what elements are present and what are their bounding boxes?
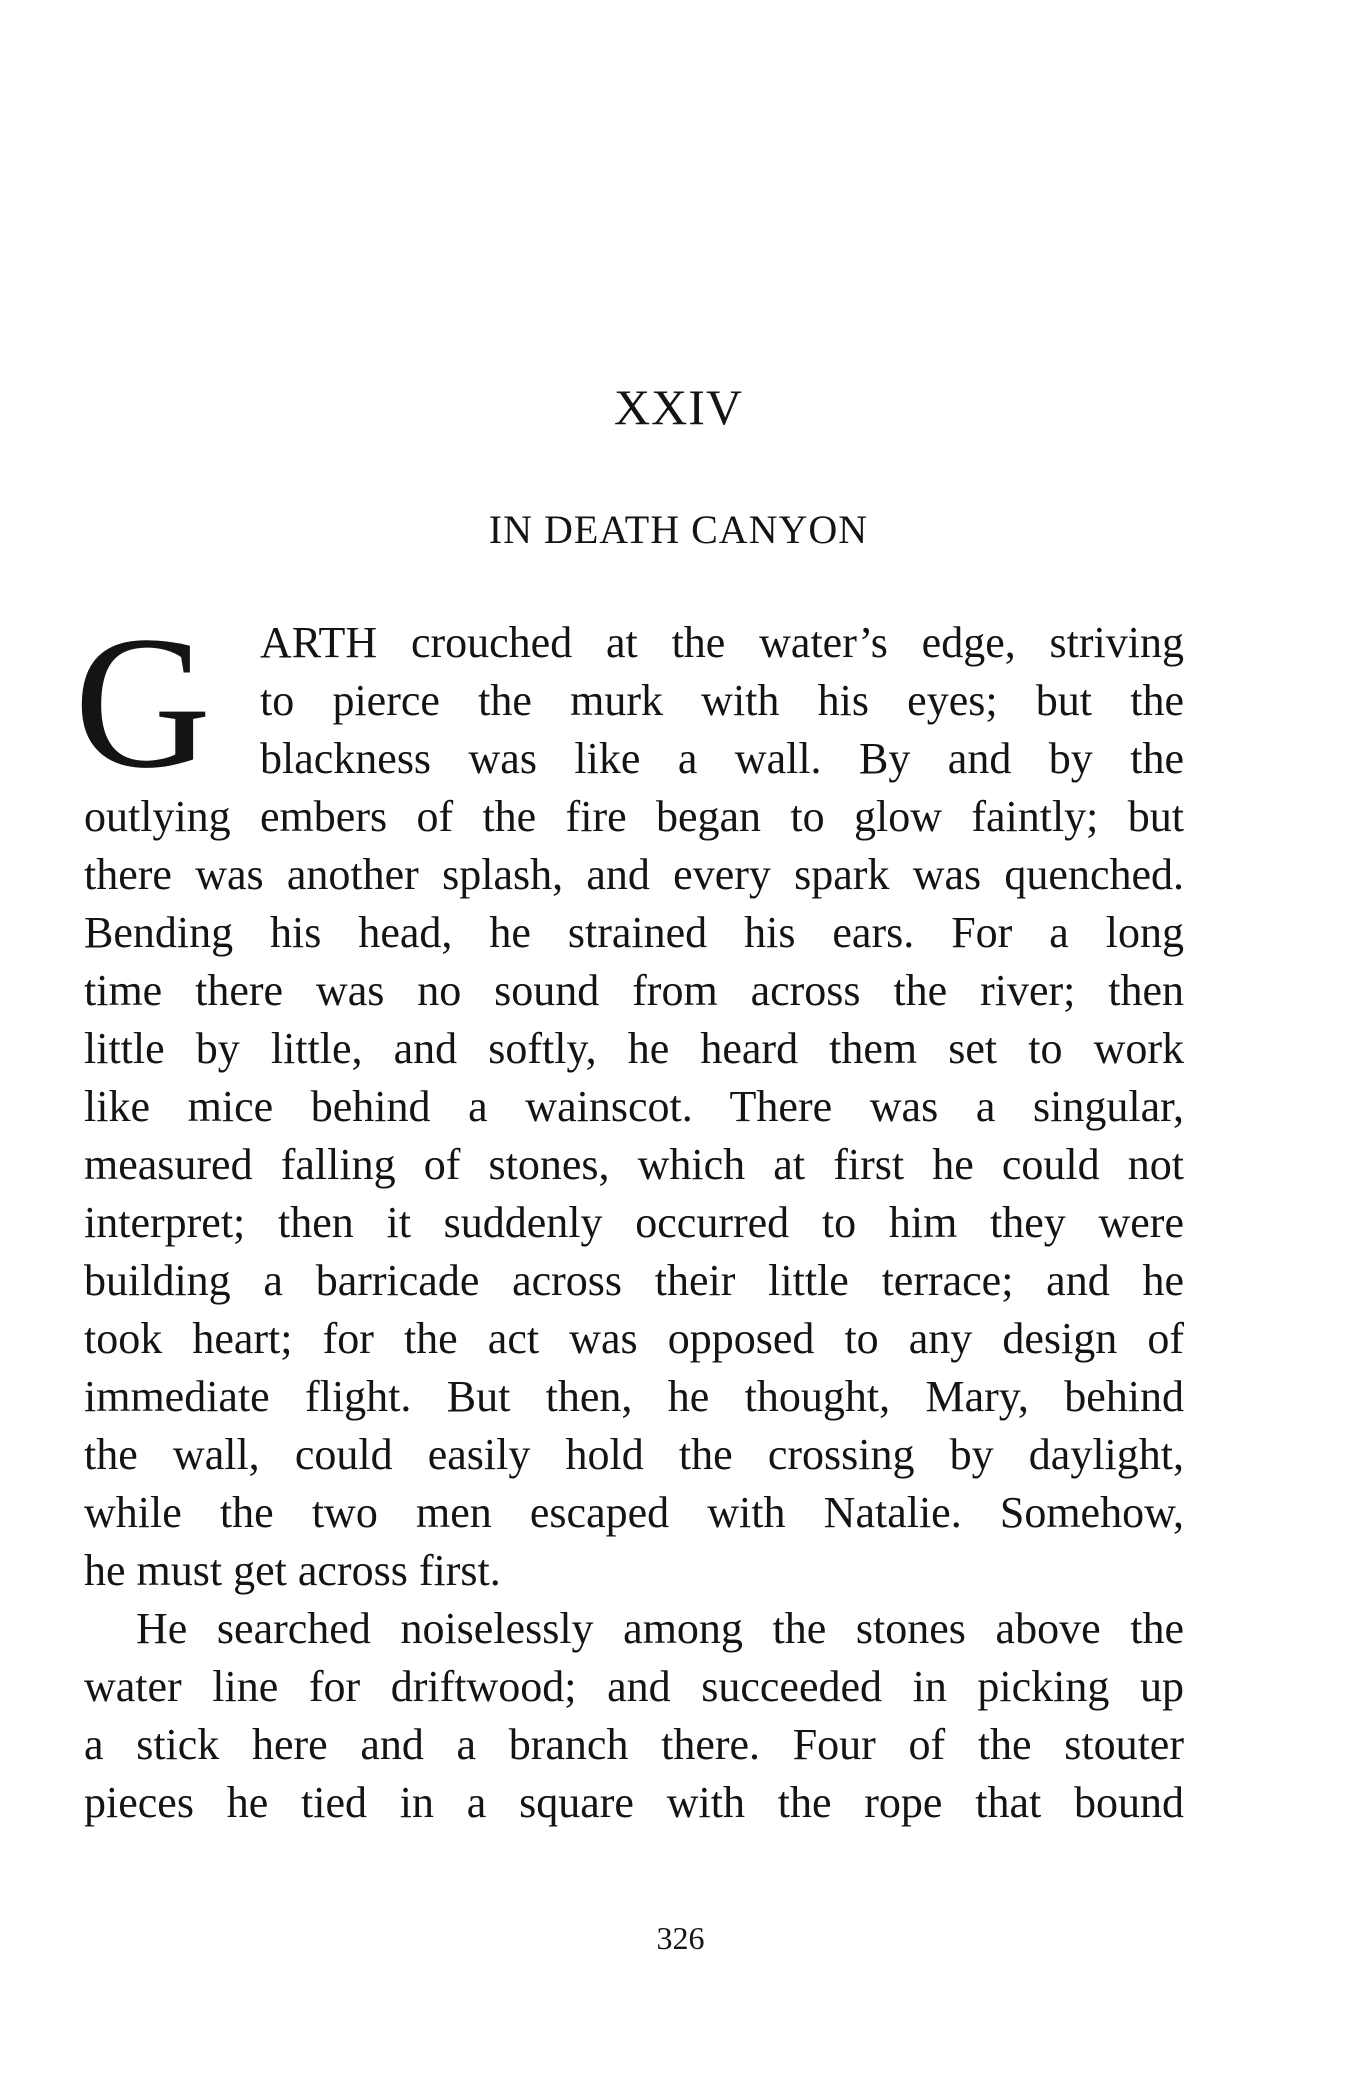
text-line: time there was no sound from across the river; then — [84, 966, 1184, 1015]
text-line: He searched noiselessly among the stones above the — [136, 1604, 1184, 1653]
page-number: 326 — [656, 1920, 705, 1956]
text-line: a stick here and a branch there. Four of the stouter — [84, 1720, 1184, 1769]
text-line: immediate flight. But then, he thought, Mary, behind — [84, 1372, 1184, 1421]
drop-cap: G — [74, 598, 212, 808]
text-line: interpret; then it suddenly occurred to him they were — [84, 1198, 1184, 1247]
text-line: there was another splash, and every spark was quenched. — [84, 850, 1184, 899]
text-line: the wall, could easily hold the crossing by daylight, — [84, 1430, 1184, 1479]
paragraph-2 — [84, 1600, 1184, 1832]
text-line: blackness was like a wall. By and by the — [260, 734, 1184, 783]
text-line: measured falling of stones, which at first he could not — [84, 1140, 1184, 1189]
text-line: took heart; for the act was opposed to any design of — [84, 1314, 1184, 1363]
text-line: like mice behind a wainscot. There was a singular, — [84, 1082, 1184, 1131]
text-line: water line for driftwood; and succeeded in picking up — [84, 1662, 1184, 1711]
chapter-title: IN DEATH CANYON — [488, 507, 869, 552]
text-line: while the two men escaped with Natalie. Somehow, — [84, 1488, 1184, 1537]
text-line: outlying embers of the fire began to glow faintly; but — [84, 792, 1184, 841]
paragraph-1 — [74, 598, 1184, 1600]
chapter-body — [74, 598, 1184, 1832]
text-line: little by little, and softly, he heard them set to work — [84, 1024, 1184, 1073]
text-line: Bending his head, he strained his ears. For a long — [84, 908, 1184, 957]
text-line: he must get across first. — [84, 1546, 501, 1595]
text-line: building a barricade across their little terrace; and he — [84, 1256, 1184, 1305]
chapter-number: XXIV — [614, 379, 743, 435]
text-line: ARTH crouched at the water’s edge, striving — [260, 618, 1184, 667]
text-line: to pierce the murk with his eyes; but the — [260, 676, 1184, 725]
text-line: pieces he tied in a square with the rope that bound — [84, 1778, 1184, 1827]
